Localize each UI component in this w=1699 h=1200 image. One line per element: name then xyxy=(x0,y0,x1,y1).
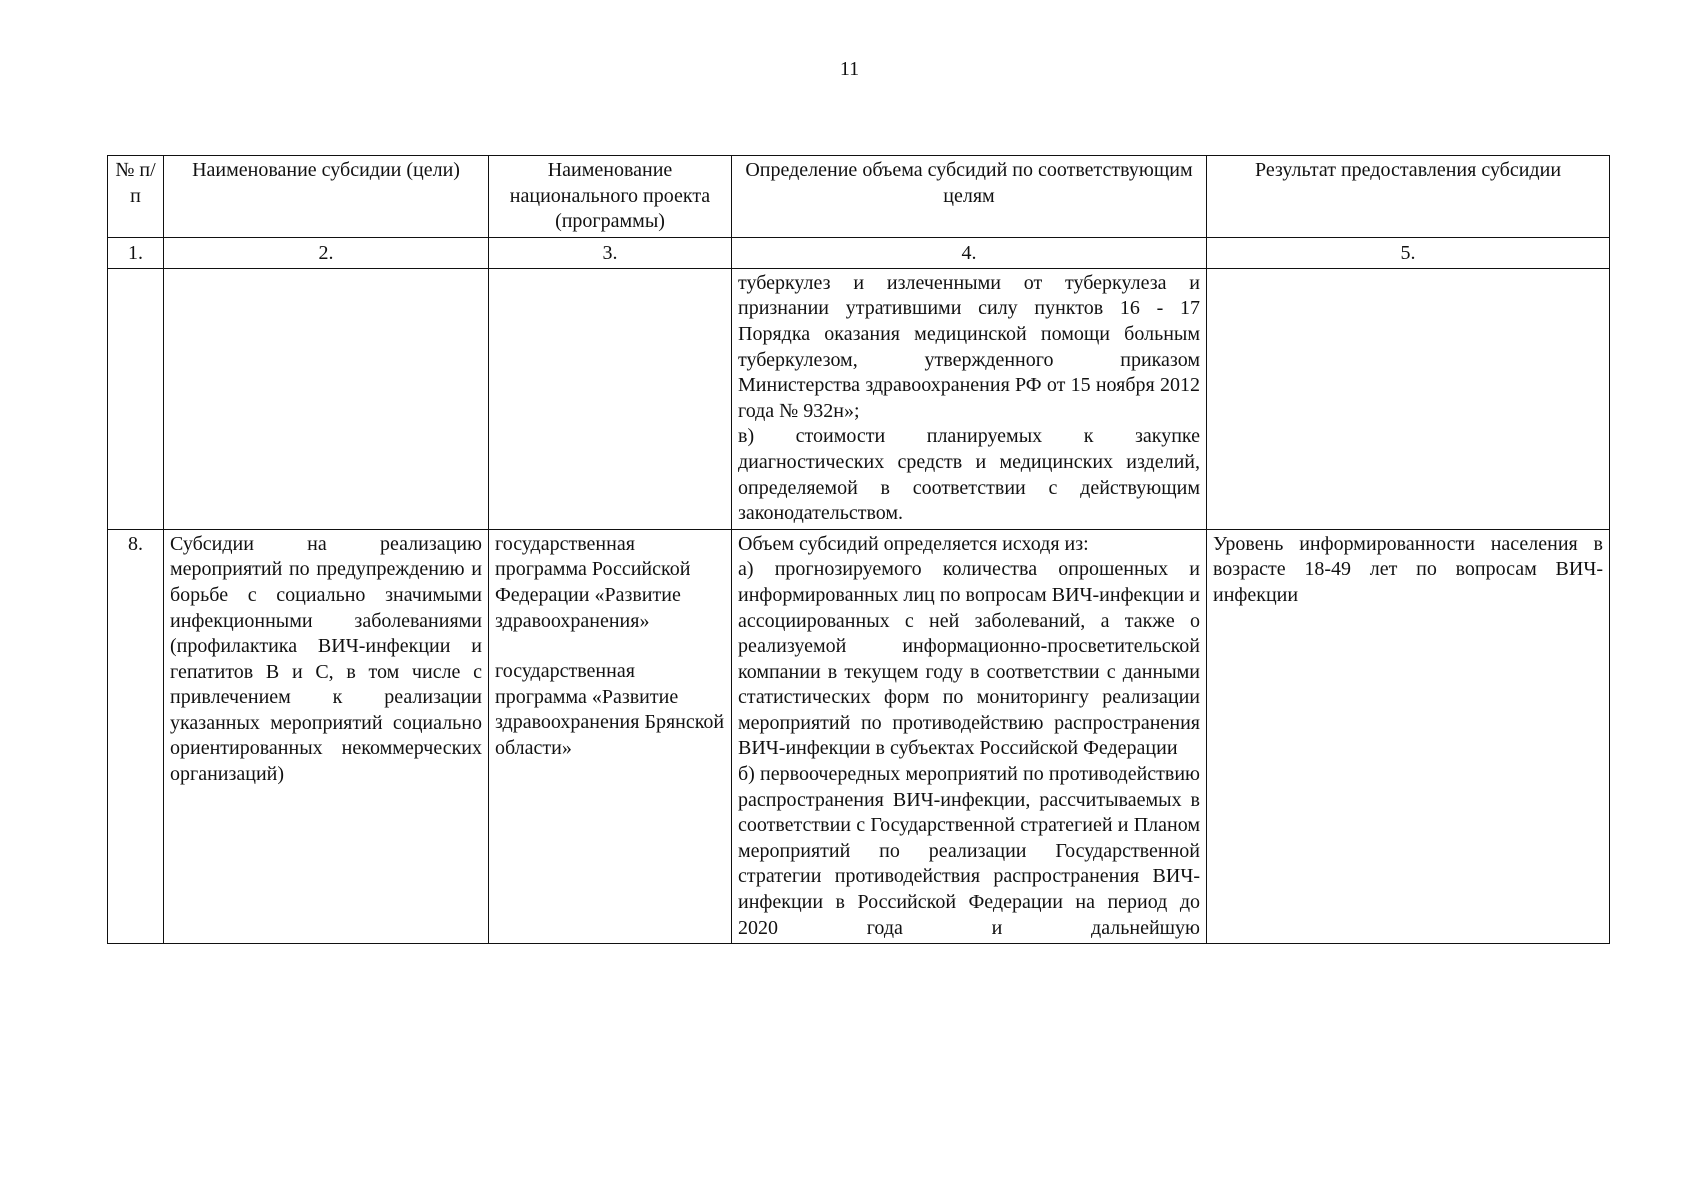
cell-subsidy-name xyxy=(164,268,489,529)
page-number: 11 xyxy=(839,58,860,80)
cell-volume-definition xyxy=(732,268,1207,529)
subsidy-table xyxy=(107,155,1610,944)
cell-result xyxy=(1207,268,1610,529)
header-number: № п/п xyxy=(108,156,164,238)
table-row-8 xyxy=(108,529,1610,944)
column-number: 2. xyxy=(164,237,489,268)
column-number: 1. xyxy=(108,237,164,268)
header-project-name: Наименование национального проекта (программы) xyxy=(489,156,732,238)
cell-subsidy-name: Субсидии на реализацию мероприятий по предупреждению и борьбе с социально значимыми инфекционными заболеваниями (профилактика ВИЧ-инфекции и гепатитов В и С, в том числе с привлечением к реализации указанных мероприятий социально ориентированных некоммерческих организаций) xyxy=(164,529,489,944)
header-subsidy-name: Наименование субсидии (цели) xyxy=(164,156,489,238)
table-row-continued xyxy=(108,268,1610,529)
program-name: государственная программа Российской Федерации «Развитие здравоохранения» xyxy=(495,532,691,632)
cell-project-name xyxy=(489,529,732,944)
cell-project-name xyxy=(489,268,732,529)
column-number: 5. xyxy=(1207,237,1610,268)
column-number: 3. xyxy=(489,237,732,268)
cell-result: Уровень информированности населения в возрасте 18-49 лет по вопросам ВИЧ-инфекции xyxy=(1207,529,1610,944)
column-number-row xyxy=(108,237,1610,268)
volume-paragraph: б) первоочередных мероприятий по противодействию распространения ВИЧ-инфекции, рассчитываемых в соответствии с Государственной стратегией и Планом мероприятий по реализации Государственной стратегии противодействия распространения ВИЧ-инфекции в Российской Федерации на период до 2020 года и дальнейшую xyxy=(738,763,1200,939)
volume-paragraph: туберкулез и излеченными от туберкулеза и признании утратившими силу пунктов 16 - 17 Порядка оказания медицинской помощи больным туберкулезом, утвержденного приказом Министерства здравоохранения РФ от 15 ноября 2012 года № 932н»; xyxy=(738,271,1200,422)
header-result: Результат предоставления субсидии xyxy=(1207,156,1610,238)
volume-paragraph: а) прогнозируемого количества опрошенных и информированных лиц по вопросам ВИЧ-инфекции и ассоциированных с ней заболеваний, а также о реализуемой информационно-просветительской компании в текущем году в соответствии с данными статистических форм по мониторингу реализации мероприятий по противодействию распространения ВИЧ-инфекции в субъектах Российской Федерации xyxy=(738,558,1200,760)
cell-number xyxy=(108,268,164,529)
column-number: 4. xyxy=(732,237,1207,268)
volume-paragraph: Объем субсидий определяется исходя из: xyxy=(738,532,1089,555)
program-name: государственная программа «Развитие здравоохранения Брянской области» xyxy=(495,660,725,759)
volume-paragraph: в) стоимости планируемых к закупке диагностических средств и медицинских изделий, определяемой в соответствии с действующим законодательством. xyxy=(738,425,1200,525)
cell-volume-definition xyxy=(732,529,1207,944)
cell-number: 8. xyxy=(108,529,164,944)
header-row xyxy=(108,156,1610,238)
header-volume-definition: Определение объема субсидий по соответствующим целям xyxy=(732,156,1207,238)
